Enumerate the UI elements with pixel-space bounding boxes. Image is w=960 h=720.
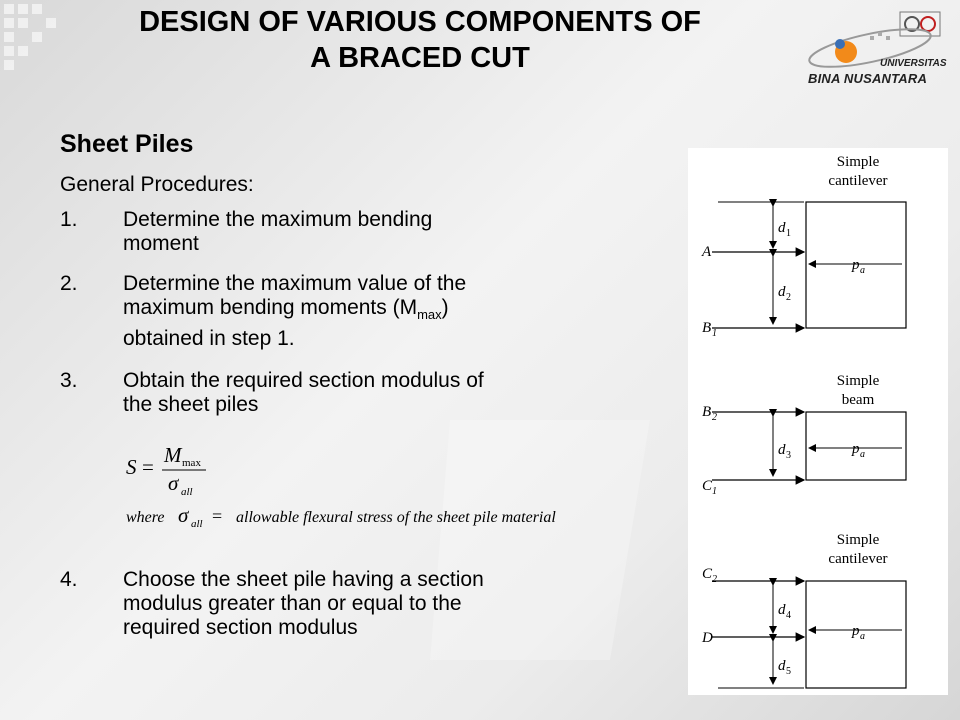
svg-text:p: p [852, 623, 860, 639]
logo-text-universitas: UNIVERSITAS [880, 58, 947, 69]
formula-denominator: σ [168, 471, 179, 495]
step-line: moment [123, 232, 199, 255]
svg-text:p: p [852, 441, 860, 457]
svg-text:a: a [860, 265, 865, 276]
step-line: obtained in step 1. [123, 327, 295, 351]
formula-lhs: S [126, 455, 137, 479]
step-line: modulus greater than or equal to the [123, 592, 462, 615]
formula-where-sub: all [191, 518, 203, 530]
svg-text:B: B [702, 404, 712, 420]
svg-text:2: 2 [712, 412, 717, 423]
svg-text:cantilever: cantilever [828, 173, 888, 189]
svg-text:3: 3 [786, 450, 791, 461]
svg-text:2: 2 [786, 292, 791, 303]
svg-text:d: d [778, 220, 786, 236]
step-number: 4. [60, 568, 78, 591]
sheet-pile-load-diagram [688, 148, 948, 695]
svg-text:2: 2 [712, 574, 717, 585]
svg-text:d: d [778, 658, 786, 674]
intro-text: General Procedures: [60, 173, 254, 196]
title-line-1: DESIGN OF VARIOUS COMPONENTS OF [139, 6, 701, 38]
step-number: 3. [60, 369, 78, 392]
svg-text:B: B [702, 320, 712, 336]
svg-text:a: a [860, 631, 865, 642]
svg-text:p: p [852, 257, 860, 273]
formula-equals: = [142, 455, 154, 479]
svg-text:D: D [702, 630, 713, 646]
svg-text:A: A [702, 244, 712, 260]
svg-text:1: 1 [712, 328, 717, 339]
formula-where-text: allowable flexural stress of the sheet pile material [236, 509, 556, 526]
step-line: Obtain the required section modulus of [123, 369, 484, 392]
title-line-2: A BRACED CUT [310, 42, 530, 74]
formula-where-equals: = [212, 506, 223, 526]
svg-text:Simple: Simple [836, 532, 880, 548]
formula-denominator-sub: all [181, 486, 193, 498]
step-line: Determine the maximum value of the [123, 272, 467, 295]
svg-text:C: C [702, 478, 713, 494]
svg-text:1: 1 [712, 486, 717, 497]
step-number: 2. [60, 272, 78, 295]
svg-text:1: 1 [786, 228, 791, 239]
logo-text-bina-nusantara: BINA NUSANTARA [808, 71, 928, 86]
svg-text:beam: beam [841, 392, 875, 408]
formula-numerator: M [164, 443, 182, 467]
step-line: Choose the sheet pile having a section [123, 568, 484, 591]
svg-text:C: C [702, 566, 713, 582]
step-line: Determine the maximum bending [123, 208, 433, 231]
svg-text:Simple: Simple [836, 373, 880, 389]
section-heading: Sheet Piles [60, 130, 194, 158]
svg-text:d: d [778, 602, 786, 618]
svg-text:d: d [778, 442, 786, 458]
section-modulus-formula [120, 440, 680, 540]
formula-where: where [126, 509, 165, 526]
svg-text:4: 4 [786, 610, 791, 621]
formula-numerator-sub: max [182, 457, 201, 469]
step-line: required section modulus [123, 616, 358, 639]
svg-text:a: a [860, 449, 865, 460]
step-line: the sheet piles [123, 393, 259, 416]
svg-text:Simple: Simple [836, 154, 880, 170]
formula-where-sigma: σ [178, 503, 189, 527]
step-line: maximum bending moments $(M_{max})$ [123, 296, 449, 323]
svg-text:5: 5 [786, 666, 791, 677]
svg-text:d: d [778, 284, 786, 300]
slide-title [60, 4, 780, 76]
step-number: 1. [60, 208, 78, 231]
svg-text:cantilever: cantilever [828, 551, 888, 567]
